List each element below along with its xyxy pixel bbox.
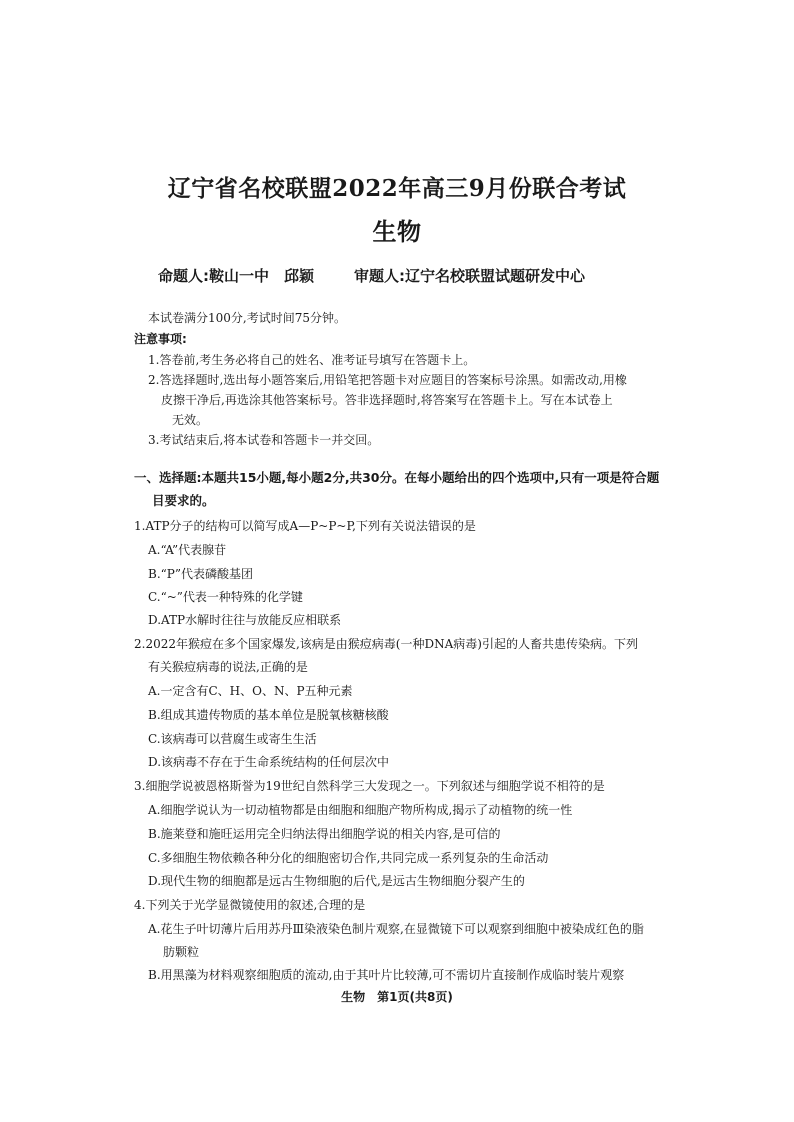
question-option: A.“A”代表腺苷 [148,543,227,557]
section-heading: 一、选择题:本题共15小题,每小题2分,共30分。在每小题给出的四个选项中,只有一项是符合题 [134,470,660,485]
question-option: A.花生子叶切薄片后用苏丹Ⅲ染液染色制片观察,在显微镜下可以观察到细胞中被染成红色的脂 [148,922,644,936]
page-footer: 生物 第1页(共8页) [341,990,453,1004]
question-option: D.该病毒不存在于生命系统结构的任何层次中 [148,755,390,769]
question-stem: 有关猴痘病毒的说法,正确的是 [148,660,308,674]
subject-title: 生物 [372,217,422,246]
question-option: C.“~”代表一种特殊的化学键 [148,590,303,604]
question-stem: 1.ATP分子的结构可以简写成A—P~P~P,下列有关说法错误的是 [134,519,476,533]
section-heading-cont: 目要求的。 [152,493,215,508]
question-option: C.该病毒可以营腐生或寄生生活 [148,732,317,746]
notes-heading: 注意事项: [134,332,187,346]
question-stem: 3.细胞学说被恩格斯誉为19世纪自然科学三大发现之一。下列叙述与细胞学说不相符的是 [134,779,605,793]
question-stem: 4.下列关于光学显微镜使用的叙述,合理的是 [134,898,366,912]
exam-intro: 本试卷满分100分,考试时间75分钟。 [148,311,346,325]
question-option: B.用黑藻为材料观察细胞质的流动,由于其叶片比较薄,可不需切片直接制作成临时装片观察 [148,968,625,982]
question-stem: 2.2022年猴痘在多个国家爆发,该病是由猴痘病毒(一种DNA病毒)引起的人畜共患传染病。下列 [134,637,638,651]
question-option: B.“P”代表磷酸基团 [148,567,253,581]
question-option: D.ATP水解时往往与放能反应相联系 [148,613,342,627]
question-reviewer: 审题人:辽宁名校联盟试题研发中心 [354,267,586,285]
question-option: A.一定含有C、H、O、N、P五种元素 [148,684,353,698]
question-option: D.现代生物的细胞都是远古生物细胞的后代,是远古生物细胞分裂产生的 [148,874,525,888]
note-item: 皮擦干净后,再选涂其他答案标号。答非选择题时,将答案写在答题卡上。写在本试卷上 [161,393,613,407]
note-item: 3.考试结束后,将本试卷和答题卡一并交回。 [148,433,380,447]
question-option: B.施莱登和施旺运用完全归纳法得出细胞学说的相关内容,是可信的 [148,827,501,841]
question-option: B.组成其遗传物质的基本单位是脱氧核糖核酸 [148,708,389,722]
author-line [158,265,585,286]
question-setter: 命题人:鞍山一中 邱颖 [158,267,314,285]
note-item: 1.答卷前,考生务必将自己的姓名、准考证号填写在答题卡上。 [148,353,476,367]
note-item: 无效。 [172,413,209,427]
question-option: A.细胞学说认为一切动植物都是由细胞和细胞产物所构成,揭示了动植物的统一性 [148,803,573,817]
exam-title: 辽宁省名校联盟2022年高三9月份联合考试 [167,175,627,202]
note-item: 2.答选择题时,选出每小题答案后,用铅笔把答题卡对应题目的答案标号涂黑。如需改动,用橡 [148,373,627,387]
question-option: C.多细胞生物依赖各种分化的细胞密切合作,共同完成一系列复杂的生命活动 [148,851,549,865]
question-option-cont: 肪颗粒 [163,945,200,959]
